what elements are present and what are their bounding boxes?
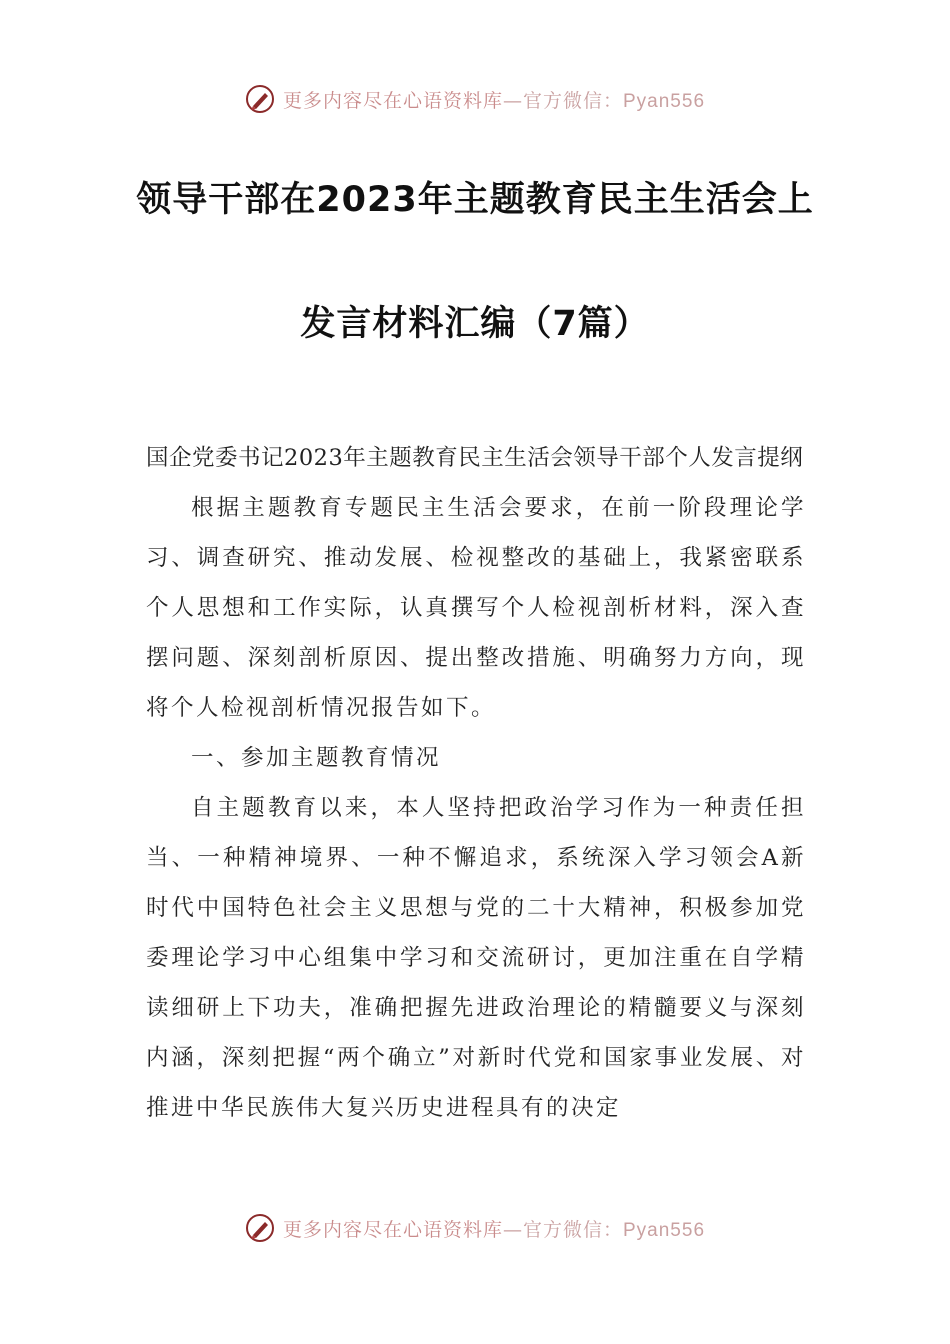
watermark-separator: — <box>502 1218 523 1241</box>
watermark-text <box>283 86 705 113</box>
paragraph: 自主题教育以来，本人坚持把政治学习作为一种责任担当、一种精神境界、一种不懈追求，系统深入学习领会A新时代中国特色社会主义思想与党的二十大精神，积极参加党委理论学习中心组集中学习和交流研讨，更加注重在自学精读细研上下功夫，准确把握先进政治理论的精髓要义与深刻内涵，深刻把握“两个确立”对新时代党和国家事业发展、对推进中华民族伟大复兴历史进程具有的决定 <box>146 795 806 1121</box>
section-subtitle: 国企党委书记2023年主题教育民主生活会领导干部个人发言提纲 <box>146 445 804 471</box>
footer-watermark <box>0 1213 950 1243</box>
document-title-line-1: 领导干部在2023年主题教育民主生活会上 <box>136 180 814 220</box>
header-watermark <box>0 84 950 114</box>
watermark-brand: 更多内容尽在心语资料库 <box>282 89 503 112</box>
pen-nib-icon <box>245 84 275 114</box>
watermark-wechat-label: 官方微信： <box>522 1218 623 1241</box>
pen-nib-icon <box>245 1213 275 1243</box>
document-body <box>146 433 806 1133</box>
watermark-separator: — <box>502 89 523 112</box>
watermark-wechat-id: Pyan556 <box>623 90 706 112</box>
paragraph: 根据主题教育专题民主生活会要求，在前一阶段理论学习、调查研究、推动发展、检视整改的基础上，我紧密联系个人思想和工作实际，认真撰写个人检视剖析材料，深入查摆问题、深刻剖析原因、提出整改措施、明确努力方向，现将个人检视剖析情况报告如下。 <box>146 495 806 721</box>
watermark-text <box>283 1215 705 1242</box>
watermark-brand: 更多内容尽在心语资料库 <box>282 1218 503 1241</box>
document-title-line-2: 发言材料汇编（7篇） <box>300 304 650 344</box>
section-heading: 一、参加主题教育情况 <box>191 745 442 771</box>
watermark-wechat-label: 官方微信： <box>522 89 623 112</box>
watermark-wechat-id: Pyan556 <box>623 1219 706 1241</box>
